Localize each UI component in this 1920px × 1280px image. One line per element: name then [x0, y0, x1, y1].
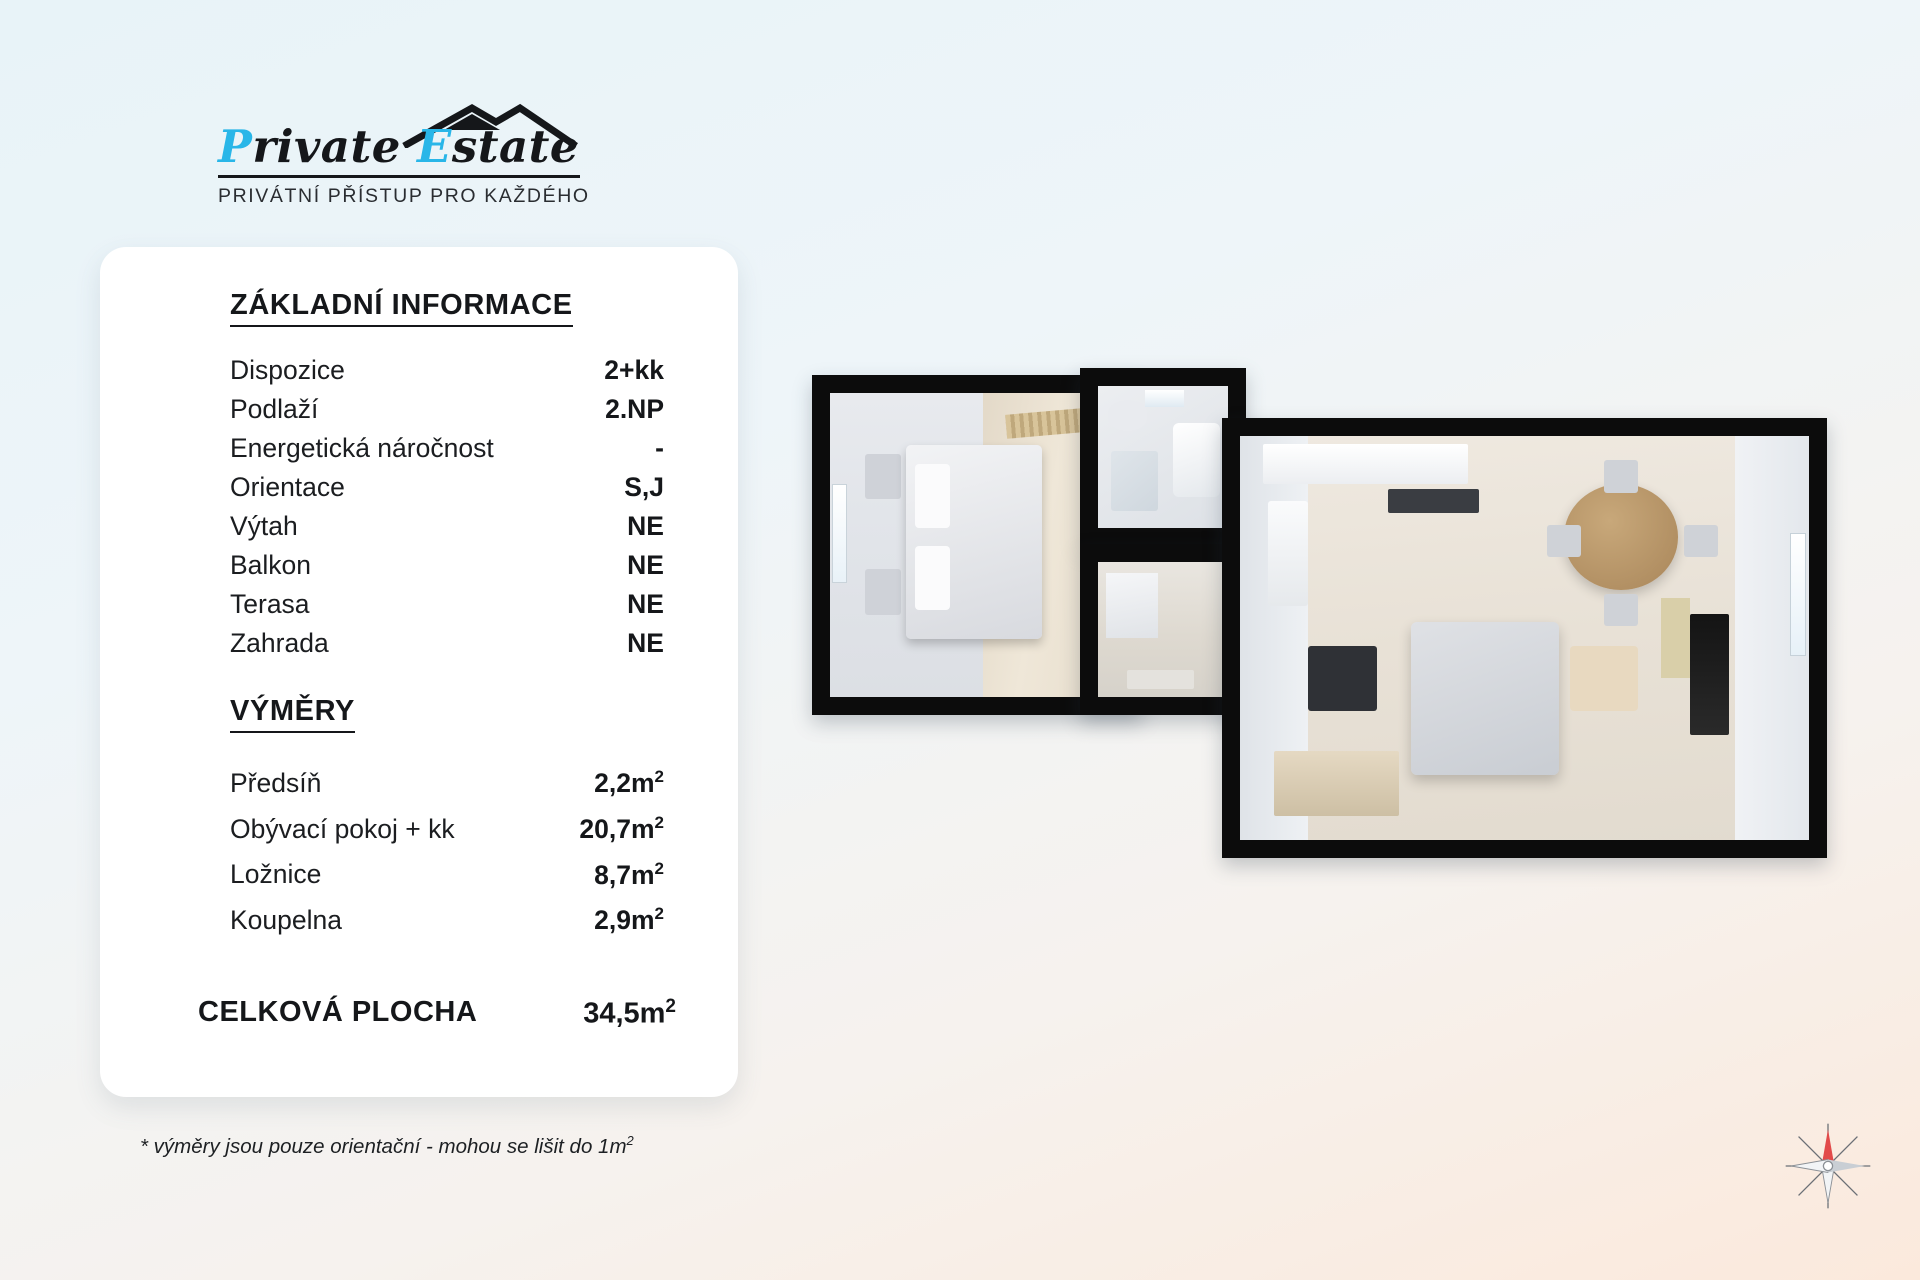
areas-heading: VÝMĚRY: [230, 695, 355, 733]
basic-info-heading: ZÁKLADNÍ INFORMACE: [230, 289, 573, 327]
dining-chair: [1684, 525, 1718, 557]
row-label: Koupelna: [230, 905, 342, 936]
list-item: [132, 803, 692, 849]
disclaimer-note: [140, 1133, 634, 1159]
row-value-number: 2,2m: [594, 767, 655, 798]
row-label: Výtah: [230, 511, 298, 541]
living-tv: [1690, 614, 1730, 735]
list-item: [132, 849, 692, 895]
total-area-row: [100, 996, 738, 1031]
basic-info-list: [132, 351, 692, 663]
bedroom-pillow: [915, 464, 950, 528]
list-item: [132, 624, 692, 663]
info-card: [100, 247, 738, 1097]
row-value-unit: 2: [654, 904, 664, 924]
living-armchair: [1308, 646, 1376, 711]
list-item: [132, 390, 692, 429]
row-value-unit: 2: [654, 767, 664, 786]
row-label: Ložnice: [230, 859, 322, 890]
list-item: [132, 894, 692, 940]
logo-letter-e: E: [417, 120, 452, 173]
living-sideboard: [1274, 751, 1399, 816]
row-value-unit: 2: [654, 858, 664, 878]
bedroom-nightstand: [865, 569, 900, 615]
total-area-value: [583, 996, 676, 1031]
row-label: Energetická náročnost: [230, 433, 494, 463]
row-value: 2+kk: [604, 355, 664, 385]
bathroom-floor: [1098, 386, 1228, 528]
dining-chair: [1604, 460, 1638, 492]
list-item: [132, 507, 692, 546]
row-value-number: 20,7m: [579, 813, 655, 844]
bathroom-tub: [1173, 423, 1220, 497]
logo-letter-p: P: [218, 120, 253, 173]
row-value-number: 8,7m: [594, 859, 655, 890]
compass-rose-icon: [1782, 1120, 1874, 1212]
row-value: [594, 849, 664, 895]
disclaimer-unit: 2: [626, 1133, 634, 1148]
room-living-kitchen: [1222, 418, 1827, 858]
bathroom-sink: [1108, 400, 1147, 431]
hallway-mat: [1127, 670, 1195, 689]
list-item: [132, 468, 692, 507]
bedroom-bed: [906, 445, 1041, 640]
disclaimer-text: * výměry jsou pouze orientační - mohou se lišit do 1m: [140, 1134, 627, 1158]
logo-word-estate: state: [451, 120, 580, 173]
total-area-number: 34,5m: [583, 998, 666, 1030]
row-label: Obývací pokoj + kk: [230, 813, 455, 844]
logo-tagline: PRIVÁTNÍ PŘÍSTUP PRO KAŽDÉHO: [218, 185, 590, 207]
row-value-number: 2,9m: [594, 905, 655, 936]
total-area-unit: 2: [665, 996, 676, 1018]
bathroom-skylight-icon: [1145, 390, 1184, 407]
dining-table: [1564, 484, 1678, 589]
brand-logo: [218, 98, 598, 208]
dining-chair: [1604, 594, 1638, 626]
kitchen-hood: [1388, 489, 1479, 513]
row-value: -: [655, 433, 664, 463]
row-label: Předsíň: [230, 767, 322, 798]
row-value: [579, 803, 664, 849]
row-value: S,J: [624, 472, 664, 502]
logo-divider: [218, 175, 580, 178]
areas-list: [132, 757, 692, 940]
floorplan-render: [812, 368, 1827, 858]
list-item: [132, 757, 692, 803]
row-value: [594, 894, 664, 940]
row-label: Orientace: [230, 472, 345, 502]
bedroom-pillow: [915, 546, 950, 610]
living-sofa: [1411, 622, 1559, 776]
kitchen-counter: [1263, 444, 1468, 484]
living-window-icon: [1790, 533, 1806, 656]
row-label: Zahrada: [230, 628, 329, 658]
logo-wordmark: [218, 120, 598, 173]
row-value: NE: [627, 511, 664, 541]
kitchen-fridge: [1268, 501, 1308, 606]
list-item: [132, 585, 692, 624]
dining-chair: [1547, 525, 1581, 557]
living-shelf: [1661, 598, 1689, 679]
row-value-unit: 2: [654, 812, 664, 832]
hallway-floor: [1098, 562, 1228, 697]
row-label: Dispozice: [230, 355, 345, 385]
living-coffee-table: [1570, 646, 1638, 711]
logo-word-private: rivate: [252, 120, 418, 173]
living-floor: [1240, 436, 1809, 840]
row-value: NE: [627, 628, 664, 658]
list-item: [132, 546, 692, 585]
list-item: [132, 429, 692, 468]
row-value: NE: [627, 550, 664, 580]
list-item: [132, 351, 692, 390]
row-value: [594, 757, 664, 803]
row-value: NE: [627, 589, 664, 619]
row-value: 2.NP: [605, 394, 664, 424]
row-label: Terasa: [230, 589, 310, 619]
hallway-cabinet: [1106, 573, 1158, 638]
row-label: Podlaží: [230, 394, 319, 424]
bedroom-nightstand: [865, 454, 900, 500]
total-area-label: CELKOVÁ PLOCHA: [198, 996, 478, 1029]
row-label: Balkon: [230, 550, 312, 580]
bathroom-shower: [1111, 451, 1158, 511]
bedroom-window-icon: [832, 484, 847, 583]
